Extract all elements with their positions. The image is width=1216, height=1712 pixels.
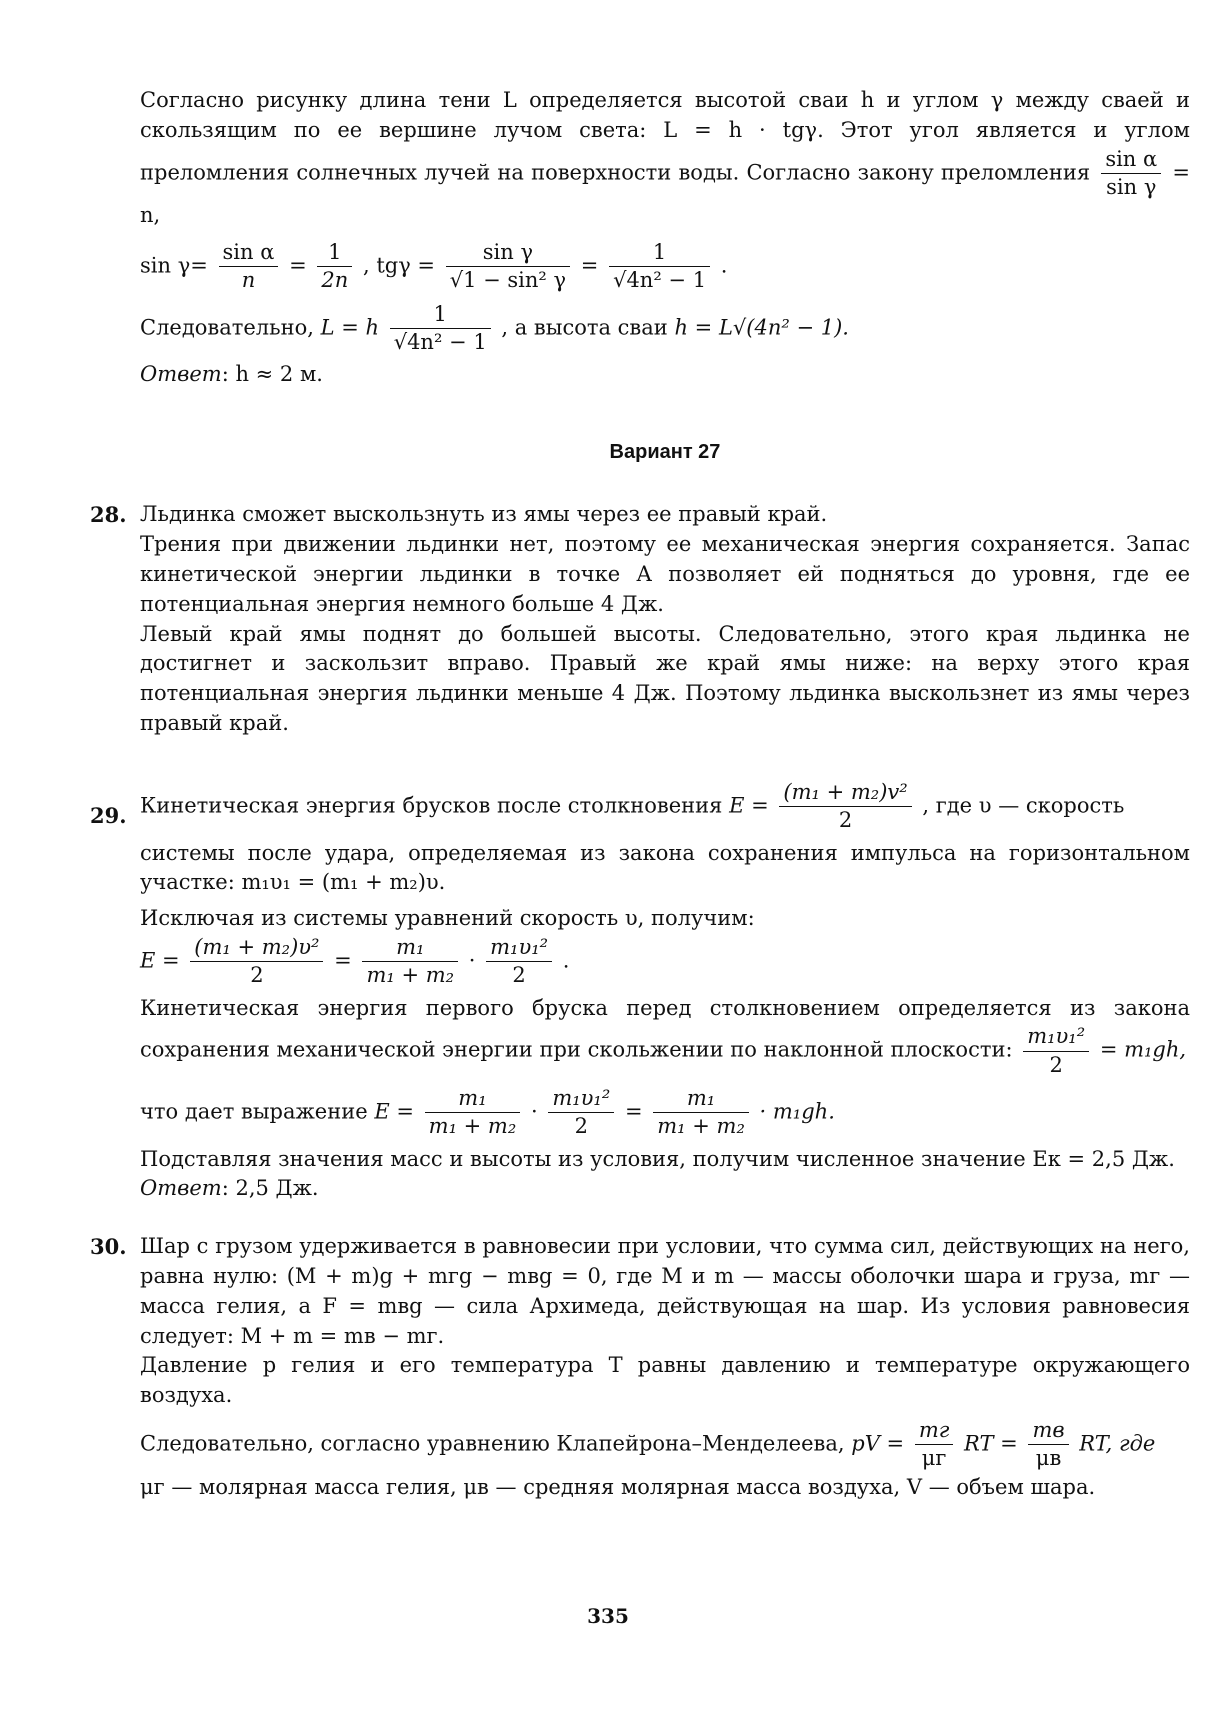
energy-expression: что дает выражение E = $\frac{\text{m₁}}{\text{m₁ + m₂}}$ · $\frac{\text{m₁υ₁²}}{2}$ = $\frac{\text{m₁}}{\text{m₁ + m₂}}$ · m₁gh. [140, 1085, 835, 1139]
problem-30: 30. Шар с грузом удерживается в равновесии при условии, что сумма сил, действующих на него, равна нулю: (M + m)g + mгg − mвg = 0, где M и m — массы оболочки шара и груза, mг — масса гелия, а F = mвg — сила Архимеда, действующая на шар. Из условия равновесия следует: M + m = mв − mг. Давление p гелия и его температура T равны давлению и температуре окружающего воздуха. Следовательно, согласно уравнению Клапейрона–Менделеева, pV = $\frac{mг}{\mu г}$ RT = $\frac{mв}{\mu в}$ RT, где μг — молярная масса гелия, μв — средняя молярная масса воздуха, V — объем шара. [90, 1234, 1190, 1499]
intro-answer: Ответ: h ≈ 2 м. [140, 362, 323, 387]
formula-consequence: Следовательно, L = h $\frac{1}{\text{√4n² − 1}}$ , а высота сваи h = L√(4n² − 1). [140, 301, 849, 354]
problem-number: 28. [90, 502, 127, 528]
snell-fraction: $\frac{\text{sin α}}{\text{sin γ}}$ [1101, 146, 1161, 202]
page-number: 335 [587, 1604, 629, 1628]
problem-number: 29. [90, 802, 127, 828]
variant-title: Вариант 27 [609, 441, 721, 464]
intro-text: Согласно рисунку длина тени L определяется высотой сваи h и углом γ между сваей и скользящим по ее вершине лучом света: L = h · tgγ. Этот угол является и углом преломления солнечных лучей на поверхности воды. Согласно закону преломления [140, 88, 1190, 184]
page-content [90, 86, 1190, 1502]
formula-sin-tg: sin γ= $\frac{\text{sin α}}{n}$ = $\frac{1}{2n}$ , tgγ = $\frac{\text{sin γ}}{\text{√1 − sin² γ}}$ = $\frac{1}{\text{√4n² − 1}}$ . [140, 240, 728, 293]
problem-number: 30. [90, 1234, 127, 1260]
intro-paragraph: Согласно рисунку длина тени L определяется высотой сваи h и углом γ между сваей и скользящим по ее вершине лучом света: L = h · tgγ. Этот угол является и углом преломления солнечных лучей на поверхности воды. Согласно закону преломления $\frac{\text{sin α}}{\text{sin γ}}$ = n, [140, 88, 1190, 228]
problem-28: 28. Льдинка сможет выскользнуть из ямы через ее правый край. Трения при движении льдинки нет, поэтому ее механическая энергия сохраняется. Запас кинетической энергии льдинки в точке А позволяет ей подняться до уровня, где ее потенциальная энергия немного больше 4 Дж. Левый край ямы поднят до большей высоты. Следовательно, этого края льдинка не достигнет и заскользит вправо. Правый же край ямы ниже: на верху этого края потенциальная энергия льдинки меньше 4 Дж. Поэтому льдинка выскользнет из ямы через правый край. [90, 502, 1190, 736]
problem-29: 29. Кинетическая энергия брусков после столкновения E = $\frac{\text{(m₁ + m₂)v²}}{2}$ , где υ — скорость системы после удара, определяемая из закона сохранения импульса на горизонтальном участке: m₁υ₁ = (m₁ + m₂)υ. Исключая из системы уравнений скорость υ, получим: E = $\frac{\text{(m₁ + m₂)υ²}}{2}$ = $\frac{\text{m₁}}{\text{m₁ + m₂}}$ · $\frac{\text{m₁υ₁²}}{2}$ . Кинетическая энергия первого бруска перед столкновением определяется из закона сохранения механической энергии при скольжении по наклонной плоскости: $\frac{\text{m₁υ₁²}}{2}$ = m₁gh, что дает выражение E = $\frac{\text{m₁}}{\text{m₁ + m₂}}$ · $\frac{\text{m₁υ₁²}}{2}$ = $\frac{\text{m₁}}{\text{m₁ + m₂}}$ · m₁gh. Подставляя значения масс и высоты из условия, получим численное значение Eк = 2,5 Дж. Ответ: 2,5 Дж. [90, 779, 1190, 1201]
energy-formula: E = $\frac{\text{(m₁ + m₂)υ²}}{2}$ = $\frac{\text{m₁}}{\text{m₁ + m₂}}$ · $\frac{\text{m₁υ₁²}}{2}$ . [140, 934, 570, 988]
